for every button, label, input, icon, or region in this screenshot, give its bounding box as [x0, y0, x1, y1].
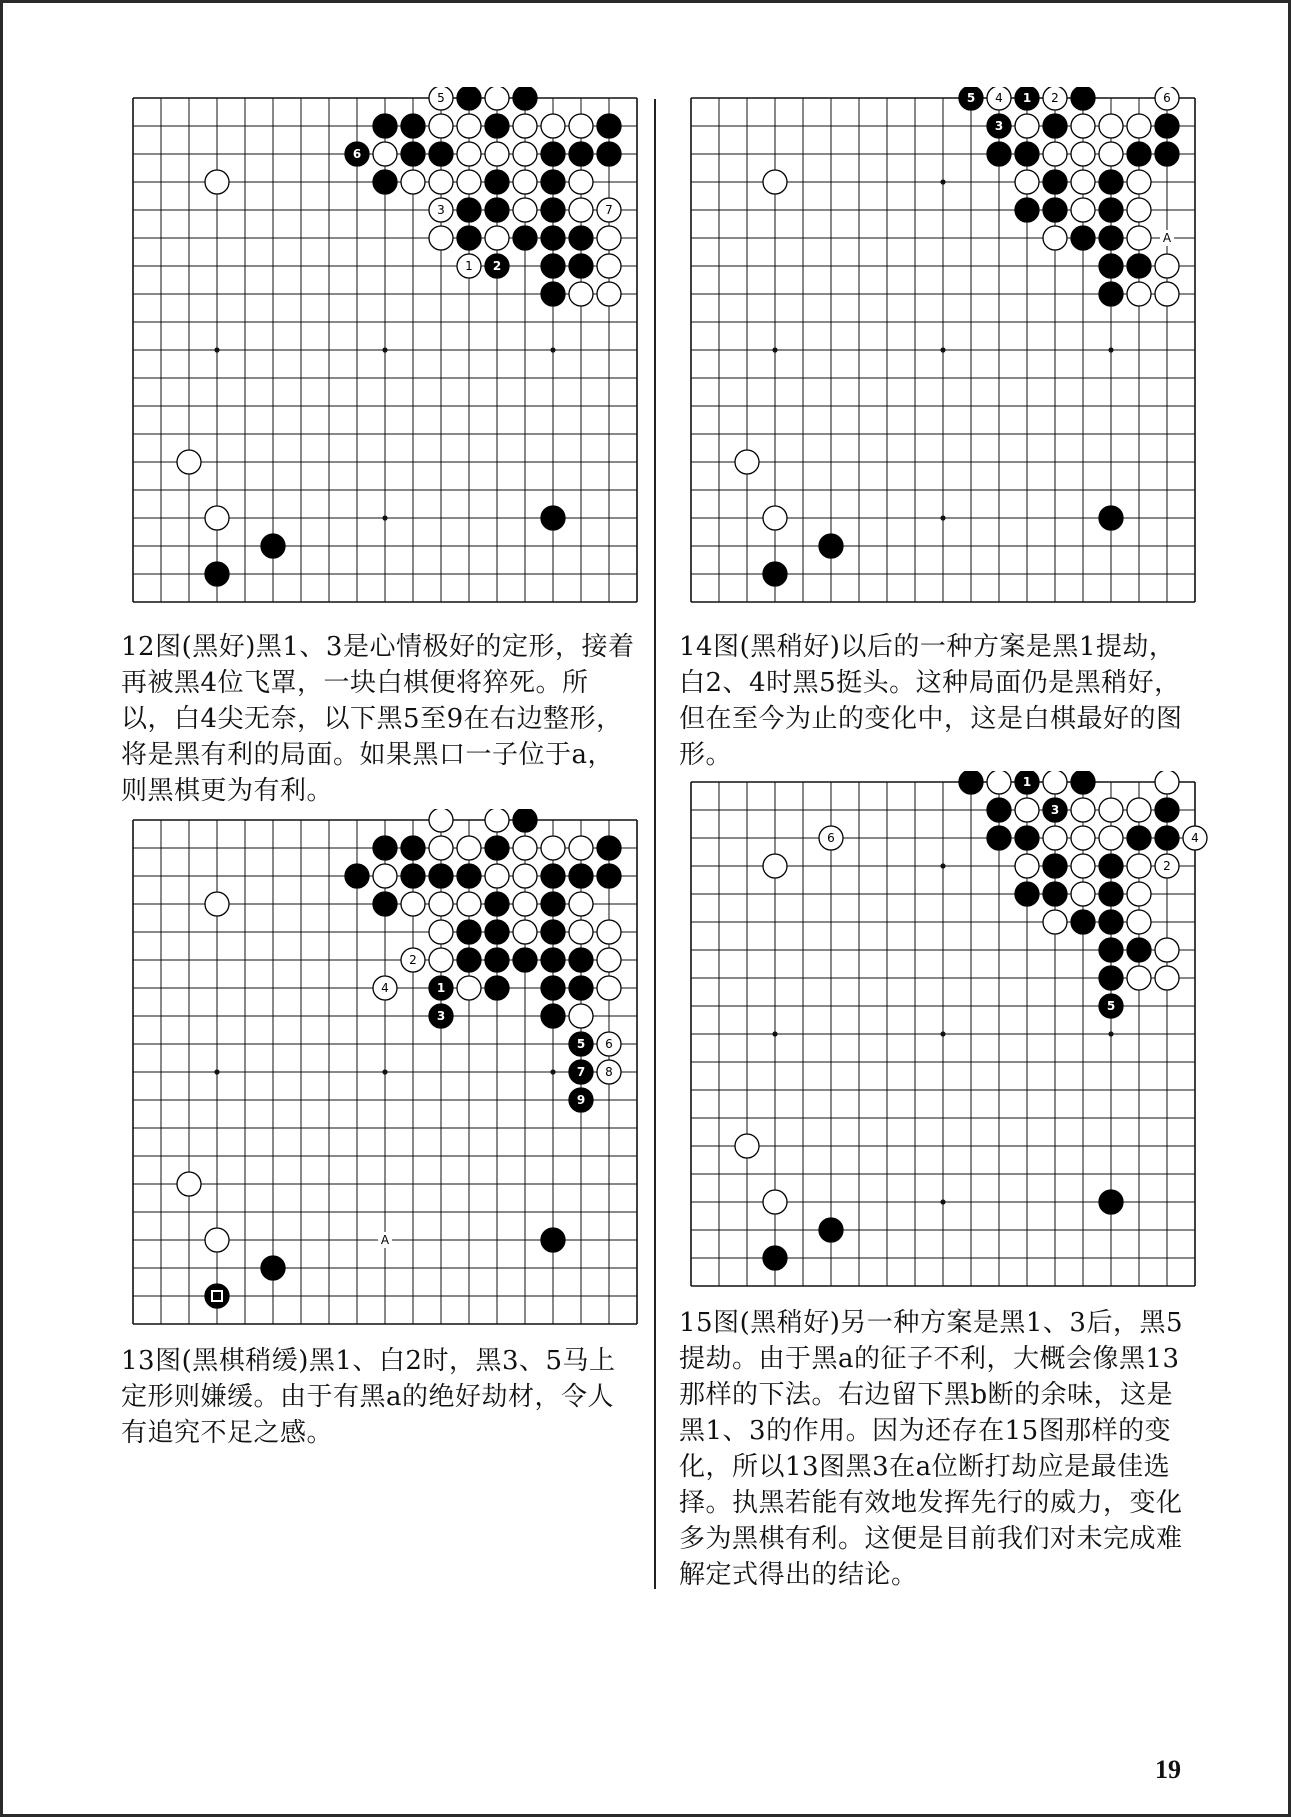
black-stone — [1015, 882, 1039, 906]
white-stone — [457, 170, 481, 194]
black-stone — [541, 254, 565, 278]
black-stone — [457, 864, 481, 888]
move-number: 5 — [966, 91, 976, 105]
white-stone — [763, 506, 787, 530]
white-stone — [177, 1172, 201, 1196]
move-number: 1 — [1022, 91, 1032, 105]
white-stone — [1127, 170, 1151, 194]
black-stone — [401, 836, 425, 860]
diagram-15-caption: 15图(黑稍好)另一种方案是黑1、3后，黑5提劫。由于黑a的征子不利，大概会像黑13那样的下法。右边留下黑b断的余味，这是黑1、3的作用。因为还存在15图那样的变化，所以13图黑3在a位断打劫应是最佳选择。执黑若能有效地发挥先行的威力，变化多为黑棋有利。这便是目前我们对未完成难解定式得出的结论。 — [679, 1308, 1183, 1590]
star-point — [772, 347, 777, 352]
black-stone — [205, 1284, 229, 1308]
white-stone — [1155, 966, 1179, 990]
black-stone — [485, 892, 509, 916]
white-stone — [429, 170, 453, 194]
white-stone — [485, 87, 509, 110]
move-number: 9 — [576, 1093, 586, 1107]
black-stone — [1099, 938, 1123, 962]
go-board-svg — [109, 809, 659, 1339]
go-diagram-15 — [667, 771, 1217, 1301]
move-number: 2 — [409, 953, 417, 967]
black-stone — [1043, 882, 1067, 906]
star-point — [940, 863, 945, 868]
black-stone — [569, 948, 593, 972]
white-stone — [373, 142, 397, 166]
black-stone — [1099, 226, 1123, 250]
star-point — [382, 1069, 387, 1074]
white-stone — [1071, 142, 1095, 166]
black-stone — [541, 948, 565, 972]
black-stone — [485, 170, 509, 194]
white-stone — [1043, 226, 1067, 250]
black-stone — [1015, 198, 1039, 222]
white-stone — [457, 836, 481, 860]
white-stone — [205, 1228, 229, 1252]
black-stone — [819, 1218, 843, 1242]
board-letter-mark: A — [380, 1233, 390, 1247]
black-stone — [1155, 798, 1179, 822]
move-number: 5 — [576, 1037, 586, 1051]
black-stone — [513, 87, 537, 110]
move-number: 3 — [994, 119, 1004, 133]
black-stone — [457, 87, 481, 110]
white-stone — [485, 809, 509, 832]
white-stone — [429, 809, 453, 832]
black-stone — [541, 226, 565, 250]
move-number: 3 — [436, 1009, 446, 1023]
black-stone — [959, 771, 983, 794]
black-stone — [541, 142, 565, 166]
move-number: 5 — [437, 91, 445, 105]
black-stone — [513, 226, 537, 250]
star-point — [940, 515, 945, 520]
move-number: 7 — [576, 1065, 586, 1079]
black-stone — [261, 534, 285, 558]
diagram-13-caption: 13图(黑棋稍缓)黑1、白2时，黑3、5马上定形则嫌缓。由于有黑a的绝好劫材，令人有追究不足之感。 — [121, 1346, 616, 1448]
black-stone — [513, 809, 537, 832]
star-point — [940, 347, 945, 352]
black-stone — [569, 142, 593, 166]
black-stone — [541, 170, 565, 194]
white-stone — [597, 948, 621, 972]
white-stone — [1043, 142, 1067, 166]
white-stone — [485, 142, 509, 166]
white-stone — [1127, 198, 1151, 222]
white-stone — [429, 892, 453, 916]
white-stone — [1155, 282, 1179, 306]
black-stone — [1099, 282, 1123, 306]
stones — [735, 87, 1179, 586]
black-stone — [1155, 142, 1179, 166]
black-stone — [569, 226, 593, 250]
white-stone — [541, 836, 565, 860]
move-number: 4 — [1191, 831, 1199, 845]
black-stone — [987, 826, 1011, 850]
black-stone — [1071, 771, 1095, 794]
white-stone — [457, 142, 481, 166]
black-stone — [541, 282, 565, 306]
move-number: 6 — [827, 831, 835, 845]
go-board-svg — [667, 771, 1217, 1301]
black-stone — [345, 864, 369, 888]
black-stone — [987, 798, 1011, 822]
black-stone — [401, 864, 425, 888]
move-number: 6 — [352, 147, 362, 161]
black-stone — [1155, 114, 1179, 138]
star-point — [1108, 1031, 1113, 1036]
black-stone — [1043, 114, 1067, 138]
stones — [177, 809, 621, 1308]
black-stone — [1099, 882, 1123, 906]
black-stone — [457, 198, 481, 222]
black-stone — [1099, 506, 1123, 530]
black-stone — [485, 948, 509, 972]
white-stone — [1127, 226, 1151, 250]
white-stone — [1155, 771, 1179, 794]
white-stone — [513, 170, 537, 194]
black-stone — [763, 562, 787, 586]
black-stone — [541, 892, 565, 916]
move-number: 4 — [381, 981, 389, 995]
white-stone — [429, 114, 453, 138]
move-number: 5 — [1106, 999, 1116, 1013]
white-stone — [1071, 882, 1095, 906]
white-stone — [569, 892, 593, 916]
white-stone — [597, 226, 621, 250]
white-stone — [1071, 854, 1095, 878]
white-stone — [205, 506, 229, 530]
black-stone — [819, 534, 843, 558]
star-point — [382, 515, 387, 520]
board-letter-mark: A — [1162, 231, 1172, 245]
black-stone — [205, 562, 229, 586]
black-stone — [457, 920, 481, 944]
white-stone — [1015, 854, 1039, 878]
white-stone — [597, 976, 621, 1000]
black-stone — [597, 836, 621, 860]
stones — [177, 87, 621, 586]
black-stone — [541, 864, 565, 888]
go-diagram-14 — [667, 87, 1217, 617]
white-stone — [401, 892, 425, 916]
white-stone — [763, 170, 787, 194]
black-stone — [373, 892, 397, 916]
white-stone — [1071, 114, 1095, 138]
black-stone — [541, 506, 565, 530]
white-stone — [569, 114, 593, 138]
white-stone — [485, 226, 509, 250]
star-point — [1108, 347, 1113, 352]
white-stone — [541, 114, 565, 138]
go-board-svg — [667, 87, 1217, 617]
black-stone — [1099, 910, 1123, 934]
move-number: 3 — [1050, 803, 1060, 817]
black-stone — [429, 864, 453, 888]
white-stone — [429, 948, 453, 972]
white-stone — [569, 282, 593, 306]
black-stone — [763, 1246, 787, 1270]
white-stone — [1127, 910, 1151, 934]
star-point — [940, 179, 945, 184]
black-stone — [1043, 854, 1067, 878]
white-stone — [429, 226, 453, 250]
white-stone — [513, 114, 537, 138]
white-stone — [763, 1190, 787, 1214]
black-stone — [1099, 198, 1123, 222]
black-stone — [373, 170, 397, 194]
star-point — [550, 1069, 555, 1074]
black-stone — [569, 254, 593, 278]
white-stone — [569, 198, 593, 222]
white-stone — [1099, 142, 1123, 166]
white-stone — [569, 1004, 593, 1028]
white-stone — [1099, 114, 1123, 138]
white-stone — [1071, 170, 1095, 194]
white-stone — [1015, 170, 1039, 194]
go-diagram-13 — [109, 809, 659, 1339]
white-stone — [597, 282, 621, 306]
go-diagram-12 — [109, 87, 659, 617]
white-stone — [763, 854, 787, 878]
white-stone — [1015, 114, 1039, 138]
white-stone — [205, 170, 229, 194]
black-stone — [373, 836, 397, 860]
white-stone — [177, 450, 201, 474]
black-stone — [541, 920, 565, 944]
black-stone — [1071, 910, 1095, 934]
white-stone — [401, 170, 425, 194]
black-stone — [485, 976, 509, 1000]
black-stone — [485, 920, 509, 944]
move-number: 6 — [1163, 91, 1171, 105]
white-stone — [513, 892, 537, 916]
move-number: 1 — [1022, 775, 1032, 789]
black-stone — [1099, 170, 1123, 194]
black-stone — [569, 976, 593, 1000]
black-stone — [1099, 1190, 1123, 1214]
star-point — [940, 1031, 945, 1036]
move-number: 2 — [1163, 859, 1171, 873]
white-stone — [1099, 826, 1123, 850]
black-stone — [569, 864, 593, 888]
white-stone — [513, 920, 537, 944]
white-stone — [513, 836, 537, 860]
white-stone — [1043, 910, 1067, 934]
white-stone — [735, 450, 759, 474]
white-stone — [1043, 826, 1067, 850]
white-stone — [1071, 798, 1095, 822]
move-number: 8 — [605, 1065, 613, 1079]
move-number: 2 — [492, 259, 502, 273]
white-stone — [735, 1134, 759, 1158]
black-stone — [513, 948, 537, 972]
white-stone — [513, 142, 537, 166]
white-stone — [513, 198, 537, 222]
black-stone — [1127, 826, 1151, 850]
black-stone — [401, 114, 425, 138]
star-point — [550, 347, 555, 352]
move-number: 7 — [605, 203, 613, 217]
move-number: 2 — [1051, 91, 1059, 105]
black-stone — [1071, 226, 1095, 250]
black-stone — [401, 142, 425, 166]
white-stone — [1155, 938, 1179, 962]
white-stone — [569, 920, 593, 944]
black-stone — [541, 198, 565, 222]
white-stone — [1015, 798, 1039, 822]
black-stone — [1043, 198, 1067, 222]
black-stone — [597, 864, 621, 888]
go-board-svg — [109, 87, 659, 617]
white-stone — [1099, 798, 1123, 822]
black-stone — [541, 1004, 565, 1028]
black-stone — [1099, 254, 1123, 278]
white-stone — [1127, 854, 1151, 878]
star-point — [214, 1069, 219, 1074]
move-number: 6 — [605, 1037, 613, 1051]
star-point — [940, 1199, 945, 1204]
white-stone — [1127, 282, 1151, 306]
black-stone — [261, 1256, 285, 1280]
black-stone — [541, 976, 565, 1000]
star-point — [382, 347, 387, 352]
white-stone — [569, 836, 593, 860]
white-stone — [1127, 966, 1151, 990]
white-stone — [373, 864, 397, 888]
column-divider — [654, 99, 656, 1589]
white-stone — [597, 920, 621, 944]
white-stone — [1155, 254, 1179, 278]
black-stone — [1015, 826, 1039, 850]
white-stone — [569, 170, 593, 194]
black-stone — [1071, 87, 1095, 110]
diagram-12-caption: 12图(黑好)黑1、3是心情极好的定形，接着再被黑4位飞罩，一块白棋便将猝死。所以，白4尖无奈，以下黑5至9在右边整形，将是黑有利的局面。如果黑口一子位于a，则黑棋更为有利。 — [121, 632, 635, 806]
white-stone — [1071, 826, 1095, 850]
white-stone — [1071, 198, 1095, 222]
white-stone — [1043, 771, 1067, 794]
black-stone — [373, 114, 397, 138]
move-number: 1 — [465, 259, 473, 273]
black-stone — [1127, 142, 1151, 166]
white-stone — [457, 114, 481, 138]
black-stone — [1099, 966, 1123, 990]
black-stone — [485, 836, 509, 860]
star-point — [772, 1031, 777, 1036]
black-stone — [1127, 938, 1151, 962]
black-stone — [541, 1228, 565, 1252]
white-stone — [513, 864, 537, 888]
black-stone — [485, 198, 509, 222]
move-number: 4 — [995, 91, 1003, 105]
black-stone — [1099, 854, 1123, 878]
white-stone — [987, 771, 1011, 794]
white-stone — [485, 864, 509, 888]
white-stone — [429, 836, 453, 860]
white-stone — [1127, 882, 1151, 906]
white-stone — [429, 920, 453, 944]
black-stone — [1155, 826, 1179, 850]
black-stone — [597, 142, 621, 166]
star-point — [214, 347, 219, 352]
black-stone — [1015, 142, 1039, 166]
black-stone — [457, 948, 481, 972]
page-number: 19 — [1155, 1755, 1181, 1784]
black-stone — [1043, 170, 1067, 194]
move-number: 1 — [436, 981, 446, 995]
black-stone — [485, 114, 509, 138]
black-stone — [987, 142, 1011, 166]
white-stone — [597, 254, 621, 278]
diagram-14-caption: 14图(黑稍好)以后的一种方案是黑1提劫，白2、4时黑5挺头。这种局面仍是黑稍好，但在至今为止的变化中，这是白棋最好的图形。 — [679, 632, 1183, 770]
white-stone — [1127, 114, 1151, 138]
black-stone — [429, 142, 453, 166]
white-stone — [457, 976, 481, 1000]
black-stone — [597, 114, 621, 138]
black-stone — [1127, 254, 1151, 278]
black-stone — [457, 226, 481, 250]
white-stone — [1127, 798, 1151, 822]
white-stone — [205, 892, 229, 916]
move-number: 3 — [437, 203, 445, 217]
white-stone — [457, 892, 481, 916]
